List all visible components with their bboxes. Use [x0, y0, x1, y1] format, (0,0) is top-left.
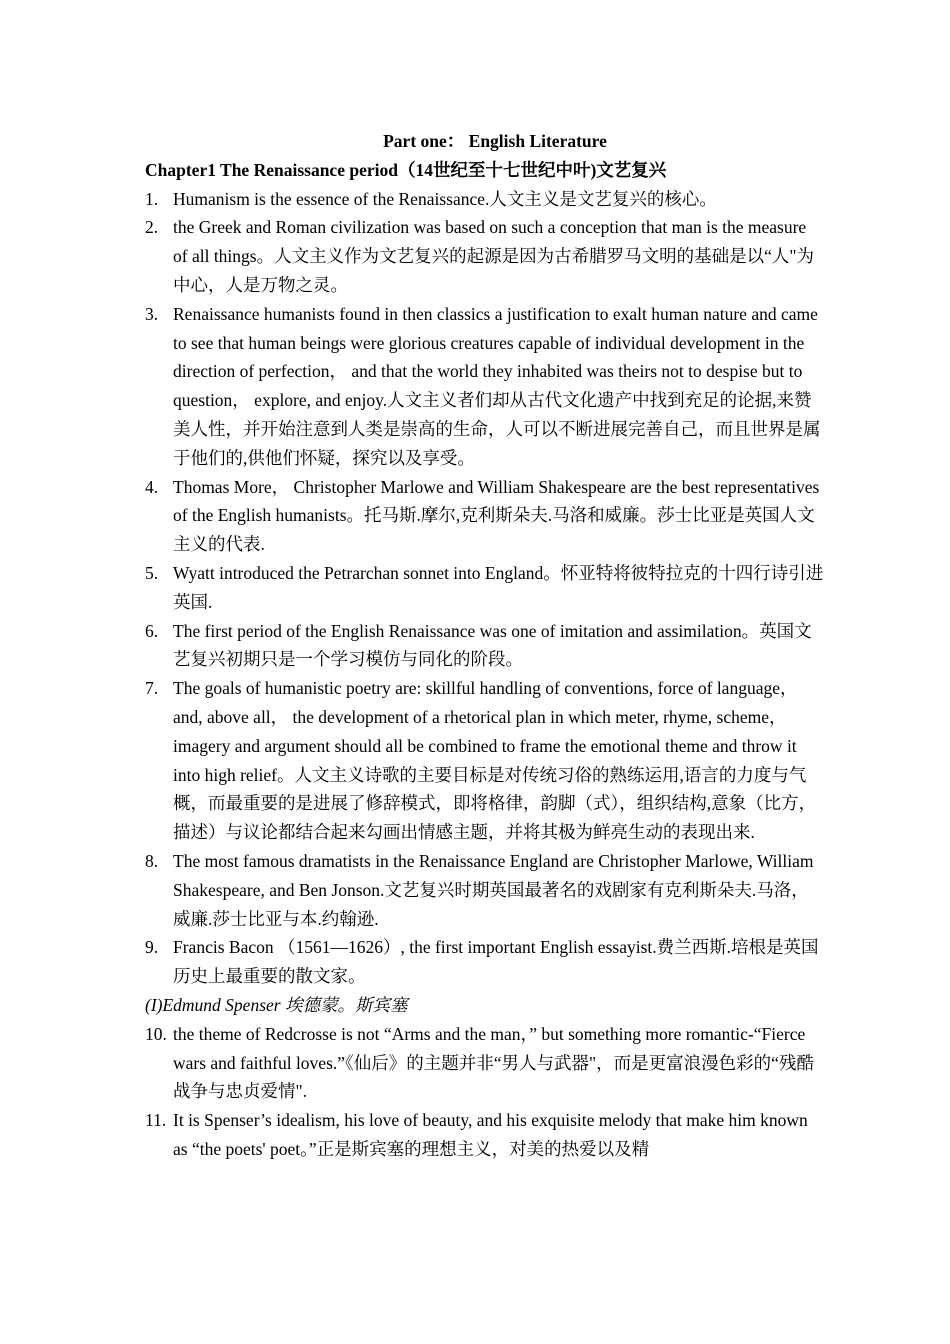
- list-item: [145, 213, 825, 299]
- item-text: Francis Bacon （1561—1626）, the first important English essayist.费兰西斯.培根是英国历史上最重要的散文家。: [173, 937, 819, 987]
- section-heading: (I)Edmund Spenser 埃德蒙。斯宾塞: [145, 994, 408, 1015]
- part-title: Part one： English Literature: [383, 131, 607, 151]
- item-text: Renaissance humanists found in then classics a justification to exalt human nature and came to see that human beings were glorious creatures capable of individual development in the direction of perfection， and that the world they inhabited was theirs not to despise but to question， explore, and enjoy.人文主义者们却从古代文化遗产中找到充足的论据,来赞美人性，并开始注意到人类是崇高的生命，人可以不断进展完善自己，而且世界是属于他们的,供他们怀疑，探究以及享受。: [173, 303, 821, 468]
- item-text: The first period of the English Renaissance was one of imitation and assimilation。英国文艺复兴初期只是一个学习模仿与同化的阶段。: [173, 620, 812, 670]
- list-item: [145, 674, 825, 847]
- numbered-list-2: [145, 1020, 825, 1164]
- chapter-title: Chapter1 The Renaissance period（14世纪至十七世纪中叶)文艺复兴: [145, 159, 667, 180]
- document-page: [145, 127, 825, 1164]
- item-number: 3.: [145, 303, 159, 324]
- item-text: The goals of humanistic poetry are: skillful handling of conventions, force of language， and, above all， the development of a rhetorical plan in which meter, rhyme, scheme， imagery and argument should all be combined to frame the emotional theme and throw it into high relief。人文主义诗歌的主要目标是对传统习俗的熟练运用,语言的力度与气概，而最重要的是进展了修辞模式，即将格律，韵脚（式），组织结构,意象（比方，描述）与议论都结合起来勾画出情感主题，并将其极为鲜亮生动的表现出来.: [173, 678, 817, 843]
- list-item: [145, 185, 825, 214]
- list-item: [145, 1106, 825, 1164]
- item-number: 5.: [145, 562, 159, 583]
- list-item: [145, 617, 825, 675]
- item-text: Thomas More， Christopher Marlowe and William Shakespeare are the best representatives of the English humanists。托马斯.摩尔,克利斯朵夫.马洛和威廉。莎士比亚是英国人文主义的代表.: [173, 476, 820, 555]
- item-number: 9.: [145, 937, 159, 958]
- item-text: It is Spenser’s idealism, his love of beauty, and his exquisite melody that make him known as “the poets' poet。”正是斯宾塞的理想主义，对美的热爱以及精: [173, 1110, 808, 1159]
- item-number: 6.: [145, 620, 159, 641]
- numbered-list-1: [145, 185, 825, 991]
- item-number: 8.: [145, 850, 159, 871]
- list-item: [145, 847, 825, 933]
- list-item: [145, 300, 825, 473]
- item-text: Wyatt introduced the Petrarchan sonnet into England。怀亚特将彼特拉克的十四行诗引进英国.: [173, 562, 824, 612]
- list-item: [145, 1020, 825, 1106]
- item-text: The most famous dramatists in the Renaissance England are Christopher Marlowe, William Shakespeare, and Ben Jonson.文艺复兴时期英国最著名的戏剧家有克利斯朵夫.马洛，威廉.莎士比亚与本.约翰逊.: [173, 850, 814, 929]
- item-number: 10.: [145, 1023, 167, 1044]
- list-item: [145, 473, 825, 559]
- item-number: 2.: [145, 217, 159, 238]
- item-number: 7.: [145, 678, 159, 699]
- item-number: 1.: [145, 188, 159, 209]
- item-text: the Greek and Roman civilization was based on such a conception that man is the measure of all things。人文主义作为文艺复兴的起源是因为古希腊罗马文明的基础是以“人"为中心，人是万物之灵。: [173, 217, 815, 295]
- list-item: [145, 559, 825, 617]
- item-number: 4.: [145, 476, 159, 497]
- item-text: the theme of Redcrosse is not “Arms and the man，” but something more romantic-“Fierce wars and faithful loves.”《仙后》的主题并非“男人与武器"，而是更富浪漫色彩的“残酷战争与忠贞爱情".: [173, 1023, 814, 1102]
- item-text: Humanism is the essence of the Renaissance.人文主义是文艺复兴的核心。: [173, 188, 717, 209]
- list-item: [145, 933, 825, 991]
- item-number: 11.: [145, 1110, 167, 1131]
